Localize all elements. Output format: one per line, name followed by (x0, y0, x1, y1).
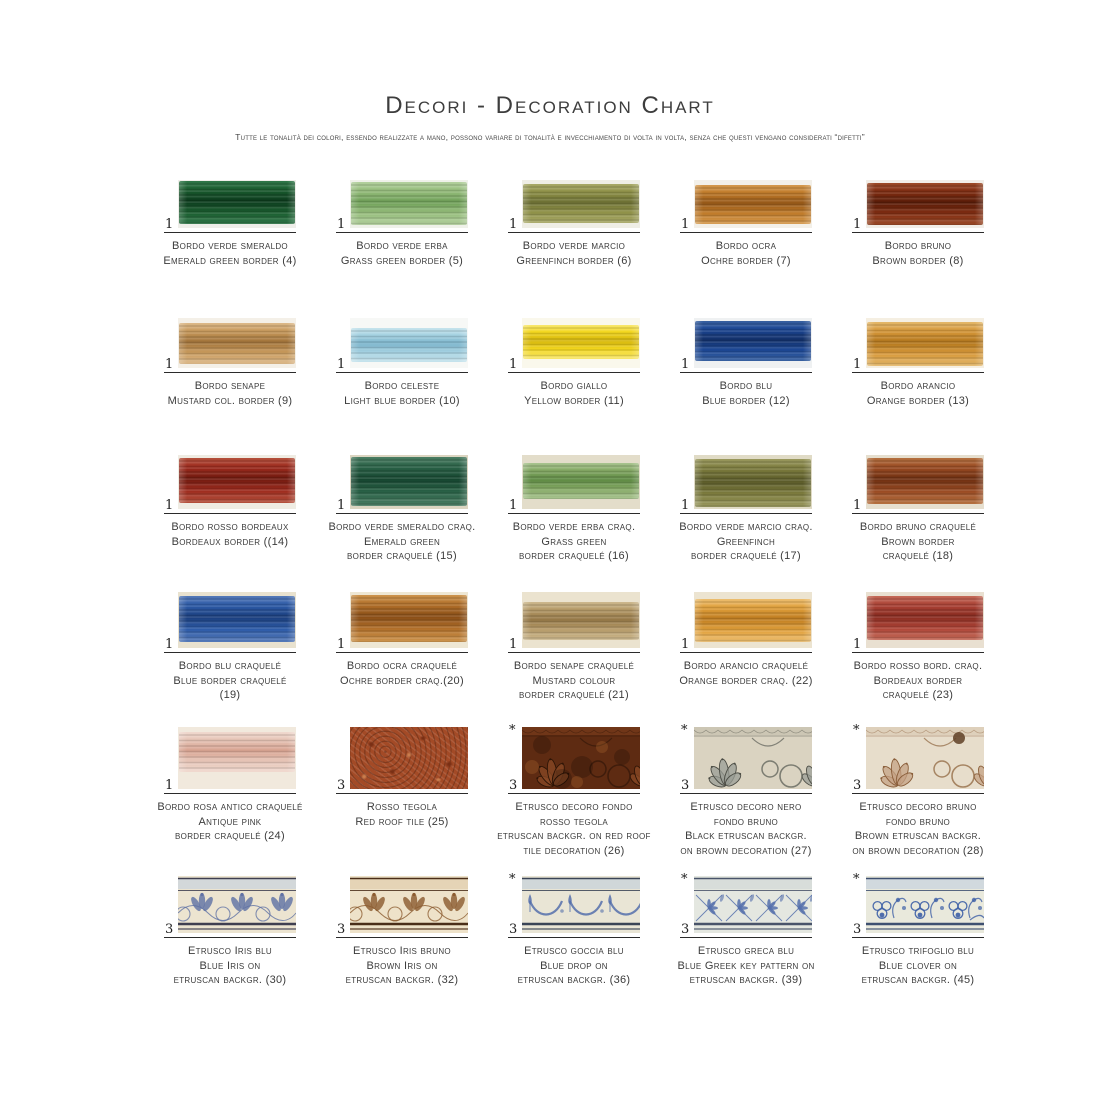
swatch-frame (336, 455, 468, 514)
swatch-cell (144, 318, 316, 408)
border-pattern-svg (694, 876, 812, 933)
swatch-cell (660, 180, 832, 268)
quantity-number: 1 (337, 217, 346, 232)
caption (346, 944, 459, 988)
color-swatch (350, 727, 468, 789)
caption-line: Etrusco greca blu (697, 945, 795, 957)
caption (341, 239, 463, 268)
quantity-number: 1 (337, 498, 346, 513)
caption-line: Bordo verde erba (356, 240, 448, 252)
swatch-frame (680, 872, 812, 938)
caption-line: Yellow border (11) (524, 394, 624, 407)
swatch-frame (852, 318, 984, 373)
color-swatch (866, 180, 984, 228)
caption (679, 659, 812, 688)
swatch-frame (508, 455, 640, 514)
caption-line: Bordo senape craquelé (513, 660, 635, 672)
quantity-number: 1 (509, 357, 518, 372)
border-pattern-svg (866, 876, 984, 933)
swatch-cell (832, 180, 1004, 268)
swatch-cell (144, 592, 316, 703)
caption-line: Bordo giallo (540, 380, 608, 392)
color-swatch (694, 727, 812, 789)
paint-stripe (523, 463, 639, 500)
caption-line: Blue border craquelé (173, 674, 287, 687)
asterisk-mark: * (509, 872, 516, 887)
paint-stripe (695, 459, 811, 507)
swatch-cell (832, 592, 1004, 703)
color-swatch (522, 318, 640, 368)
swatch-cell (660, 455, 832, 564)
paint-stripe (179, 323, 295, 364)
caption-line: Black etruscan backgr. (685, 830, 807, 842)
swatch-frame (852, 872, 984, 938)
caption-line: border craquelé (21) (519, 689, 629, 701)
caption-line: border craquelé (17) (691, 550, 801, 562)
paint-stripe (695, 599, 811, 643)
color-swatch (522, 727, 640, 789)
swatch-frame (852, 592, 984, 653)
caption-line: Bordo verde marcio (522, 240, 626, 252)
swatch-frame (336, 876, 468, 938)
swatch-cell (488, 455, 660, 564)
swatch-frame (680, 592, 812, 653)
quantity-number: 1 (337, 357, 346, 372)
caption (677, 944, 814, 988)
caption-line: etruscan backgr. (30) (173, 974, 287, 986)
swatch-cell (144, 727, 316, 858)
quantity-number: 1 (853, 217, 862, 232)
caption (702, 379, 790, 408)
caption-line: Greenfinch (716, 535, 776, 548)
caption (860, 520, 976, 564)
caption-line: Bordo blu craquelé (178, 660, 282, 672)
caption-line: craquelé (18) (882, 550, 954, 562)
caption (171, 520, 288, 549)
quantity-number: 3 (165, 922, 174, 937)
swatch-frame (164, 318, 296, 373)
quantity-number: 3 (337, 778, 346, 793)
swatch-frame (508, 318, 640, 373)
caption-line: etruscan backgr. on red roof (497, 830, 651, 842)
caption-line: Ochre border craq.(20) (340, 674, 464, 687)
caption (867, 379, 969, 408)
quantity-number: 1 (165, 778, 174, 793)
caption-line: Etrusco Iris bruno (353, 945, 451, 957)
caption-line: etruscan backgr. (36) (517, 974, 631, 986)
swatch-frame (852, 180, 984, 233)
swatch-frame (164, 876, 296, 938)
paint-stripe (523, 602, 639, 640)
etruscan-pattern-svg (866, 727, 984, 789)
border-pattern-svg (522, 876, 640, 933)
swatch-row (144, 723, 1004, 858)
paint-stripe (179, 458, 295, 503)
swatch-cell (660, 318, 832, 408)
color-swatch (866, 876, 984, 933)
caption-line: Brown Iris on (366, 959, 438, 972)
caption-line: Bordo ocra (715, 240, 777, 252)
quantity-number: 3 (337, 922, 346, 937)
swatch-cell (144, 876, 316, 988)
caption-line: Etrusco decoro nero (690, 801, 802, 813)
caption (163, 239, 296, 268)
color-swatch (522, 180, 640, 228)
caption-line: Greenfinch border (6) (516, 254, 632, 267)
swatch-frame (164, 180, 296, 233)
border-pattern-svg (178, 876, 296, 933)
caption (852, 800, 983, 858)
color-swatch (866, 727, 984, 789)
color-swatch (178, 727, 296, 789)
caption-line: Etrusco Iris blu (188, 945, 272, 957)
caption-line: Etrusco trifoglio blu (861, 945, 975, 957)
swatch-frame (164, 727, 296, 794)
caption-line: Bordo verde smeraldo craq. (328, 521, 476, 533)
caption-line: Bordo arancio craquelé (683, 660, 809, 672)
paint-stripe (351, 182, 467, 225)
color-swatch (522, 455, 640, 509)
swatch-frame (508, 723, 640, 794)
color-swatch (866, 592, 984, 648)
caption-line: Bordo rosso bordeaux (171, 521, 289, 533)
caption (497, 800, 650, 858)
paint-stripe (523, 184, 639, 223)
quantity-number: 1 (681, 357, 690, 372)
caption-line: Orange border craq. (22) (679, 674, 813, 687)
caption (524, 379, 624, 408)
caption-line: Etrusco goccia blu (524, 945, 624, 957)
caption-line: Etrusco decoro bruno (859, 801, 977, 813)
caption-line: Blue Greek key pattern on (677, 959, 815, 972)
page-subtitle: Tutte le tonalità dei colori, essendo realizzate a mano, possono variare di tonalità e invecchiamento di volta in volta, senza che questi vengano considerati “difetti” (235, 132, 865, 142)
paint-stripe (351, 595, 467, 643)
swatch-frame (336, 592, 468, 653)
caption-line: Bordo rosa antico craquelé (157, 801, 303, 813)
color-swatch (694, 455, 812, 509)
quantity-number: 3 (509, 922, 518, 937)
paint-stripe (867, 322, 983, 366)
quantity-number: 1 (853, 357, 862, 372)
caption (157, 800, 302, 844)
caption-line: craquelé (23) (882, 689, 954, 701)
caption-line: border craquelé (15) (347, 550, 457, 562)
caption (174, 944, 287, 988)
caption-line: Emerald green (363, 535, 441, 548)
caption (514, 659, 634, 703)
quantity-number: 3 (853, 778, 862, 793)
swatch-cell (316, 727, 488, 858)
caption-line: Red roof tile (25) (355, 815, 449, 828)
swatch-cell (488, 180, 660, 268)
paint-stripe (867, 183, 983, 225)
color-swatch (350, 592, 468, 648)
caption-line: Brown border (881, 535, 955, 548)
color-swatch (694, 592, 812, 648)
caption-line: Rosso tegola (366, 801, 438, 813)
paint-stripe (695, 321, 811, 361)
caption-line: border craquelé (16) (519, 550, 629, 562)
caption-line: fondo bruno (713, 815, 779, 828)
swatch-frame (336, 318, 468, 373)
swatch-cell (316, 592, 488, 703)
caption-line: Brown border (8) (872, 254, 964, 267)
caption-line: Bordo bruno craquelé (859, 521, 977, 533)
swatch-frame (164, 592, 296, 653)
caption-line: Orange border (13) (866, 394, 970, 407)
caption (872, 239, 963, 268)
caption-line: Etrusco decoro fondo (515, 801, 633, 813)
quantity-number: 1 (165, 498, 174, 513)
swatch-frame (164, 455, 296, 514)
caption (862, 944, 975, 988)
caption (701, 239, 791, 268)
paint-stripe (351, 328, 467, 362)
caption-line: Ochre border (7) (701, 254, 791, 267)
quantity-number: 1 (853, 637, 862, 652)
color-swatch (866, 455, 984, 509)
quantity-number: 1 (509, 217, 518, 232)
color-swatch (694, 180, 812, 228)
paint-stripe (867, 596, 983, 639)
caption-line: etruscan backgr. (32) (345, 974, 459, 986)
caption-line: Bordo ocra craquelé (346, 660, 458, 672)
swatch-cell (832, 455, 1004, 564)
swatch-cell (488, 723, 660, 858)
caption-line: Bordo verde marcio craq. (679, 521, 813, 533)
paint-stripe (179, 732, 295, 772)
caption-line: Grass green border (5) (340, 254, 464, 267)
caption-line: Bordo bruno (884, 240, 952, 252)
caption (516, 239, 631, 268)
asterisk-mark: * (681, 872, 688, 887)
swatch-cell (660, 723, 832, 858)
caption (340, 659, 464, 688)
swatch-cell (316, 180, 488, 268)
swatch-cell (832, 872, 1004, 988)
caption (344, 379, 460, 408)
swatch-cell (660, 872, 832, 988)
quantity-number: 3 (853, 922, 862, 937)
swatch-frame (336, 180, 468, 233)
swatch-frame (680, 723, 812, 794)
caption-line: etruscan backgr. (39) (689, 974, 803, 986)
quantity-number: 1 (853, 498, 862, 513)
quantity-number: 3 (681, 922, 690, 937)
quantity-number: 1 (337, 637, 346, 652)
quantity-number: 3 (509, 778, 518, 793)
swatch-cell (832, 723, 1004, 858)
caption-line: Blue border (12) (702, 394, 790, 407)
quantity-number: 1 (681, 498, 690, 513)
caption-line: Grass green (541, 535, 607, 548)
color-swatch (350, 455, 468, 509)
swatch-row (144, 872, 1004, 988)
color-swatch (178, 592, 296, 648)
caption (329, 520, 476, 564)
swatch-cell (832, 318, 1004, 408)
swatch-cell (144, 180, 316, 268)
caption-line: on brown decoration (27) (680, 844, 812, 857)
caption-line: Bordeaux border (873, 674, 963, 687)
border-pattern-svg (350, 876, 468, 933)
page-title: Decori - Decoration Chart (385, 92, 715, 119)
swatch-cell (660, 592, 832, 703)
etruscan-pattern-svg (694, 727, 812, 789)
color-swatch (694, 876, 812, 933)
caption-line: (19) (219, 689, 241, 701)
paint-stripe (179, 596, 295, 642)
caption-line: fondo bruno (885, 815, 951, 828)
caption-line: Mustard colour (532, 674, 616, 687)
swatch-frame (336, 727, 468, 794)
swatch-frame (852, 455, 984, 514)
color-swatch (694, 318, 812, 368)
swatch-cell (316, 455, 488, 564)
caption-line: Bordo blu (719, 380, 773, 392)
caption-line: Bordo arancio (880, 380, 956, 392)
caption-line: Antique pink (198, 815, 262, 828)
swatch-frame (508, 180, 640, 233)
color-swatch (522, 876, 640, 933)
caption-line: Blue drop on (540, 959, 608, 972)
color-swatch (866, 318, 984, 368)
caption (173, 659, 286, 703)
quantity-number: 1 (509, 637, 518, 652)
swatch-row (144, 318, 1004, 408)
caption (355, 800, 448, 829)
color-swatch (178, 876, 296, 933)
color-swatch (350, 180, 468, 228)
caption (513, 520, 636, 564)
caption-line: on brown decoration (28) (852, 844, 984, 857)
caption (518, 944, 631, 988)
color-swatch (522, 592, 640, 648)
caption-line: Bordo celeste (364, 380, 440, 392)
swatch-frame (680, 318, 812, 373)
swatch-cell (316, 876, 488, 988)
caption (679, 520, 812, 564)
quantity-number: 1 (165, 217, 174, 232)
swatch-row (144, 180, 1004, 268)
swatch-frame (680, 455, 812, 514)
quantity-number: 1 (509, 498, 518, 513)
caption-line: Mustard col. border (9) (167, 394, 293, 407)
quantity-number: 1 (681, 637, 690, 652)
caption-line: Light blue border (10) (344, 394, 460, 407)
caption-line: Bordo rosso bord. craq. (853, 660, 983, 672)
quantity-number: 1 (165, 637, 174, 652)
swatch-frame (852, 723, 984, 794)
paint-stripe (523, 325, 639, 359)
paint-stripe (351, 457, 467, 506)
paint-stripe (179, 181, 295, 224)
swatch-cell (488, 872, 660, 988)
caption-line: Blue clover on (878, 959, 958, 972)
asterisk-mark: * (853, 723, 860, 738)
swatch-cell (144, 455, 316, 564)
caption-line: Bordo senape (194, 380, 266, 392)
swatch-row (144, 455, 1004, 564)
color-swatch (178, 318, 296, 368)
color-swatch (178, 455, 296, 509)
swatch-frame (680, 180, 812, 233)
caption-line: tile decoration (26) (523, 844, 625, 857)
color-swatch (350, 318, 468, 368)
asterisk-mark: * (509, 723, 516, 738)
asterisk-mark: * (681, 723, 688, 738)
caption (168, 379, 293, 408)
caption-line: Bordeaux border ((14) (171, 535, 289, 548)
color-swatch (350, 876, 468, 933)
swatch-cell (488, 318, 660, 408)
caption-line: Bordo verde erba craq. (512, 521, 636, 533)
caption-line: rosso tegola (539, 815, 608, 828)
etruscan-pattern-svg (522, 727, 640, 789)
paint-stripe (695, 185, 811, 224)
swatch-cell (488, 592, 660, 703)
swatch-frame (508, 872, 640, 938)
caption (680, 800, 811, 858)
swatch-frame (508, 592, 640, 653)
quantity-number: 1 (165, 357, 174, 372)
swatch-row (144, 592, 1004, 703)
caption-line: border craquelé (24) (175, 830, 285, 842)
caption-line: Bordo verde smeraldo (172, 240, 288, 252)
caption-line: etruscan backgr. (45) (861, 974, 975, 986)
swatch-cell (316, 318, 488, 408)
caption-line: Emerald green border (4) (163, 254, 297, 267)
color-swatch (178, 180, 296, 228)
quantity-number: 1 (681, 217, 690, 232)
caption-line: Blue Iris on (199, 959, 261, 972)
caption-line: Brown etruscan backgr. (854, 830, 982, 842)
quantity-number: 3 (681, 778, 690, 793)
paint-stripe (867, 458, 983, 504)
caption (854, 659, 983, 703)
asterisk-mark: * (853, 872, 860, 887)
